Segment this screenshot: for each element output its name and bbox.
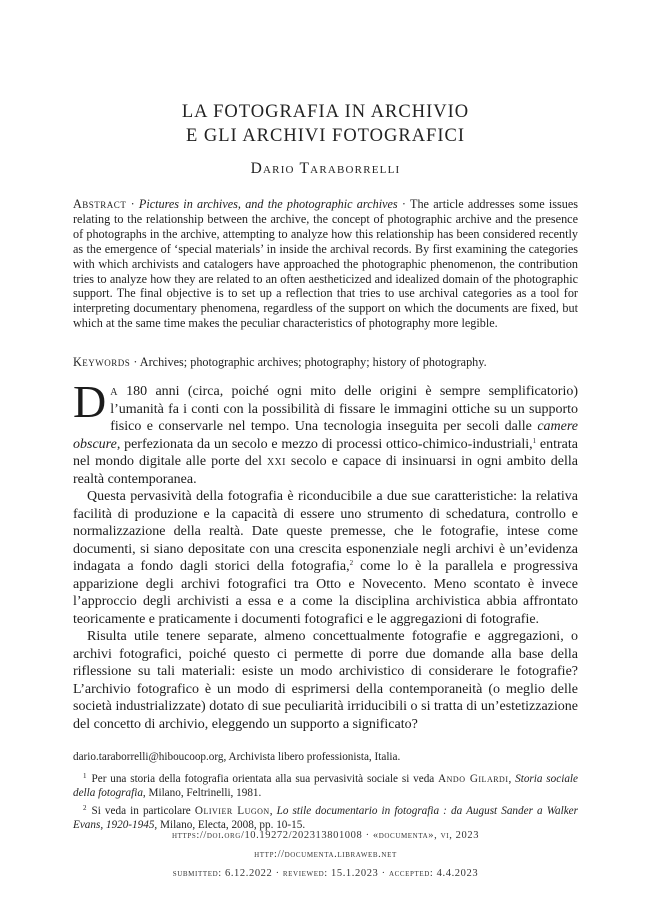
footnote-2-title: Lo stile documentario in fotografia : da August Sander a Walker Evans, 1920-1945 [73, 804, 579, 831]
journal-url[interactable]: http://documenta.libraweb.net [254, 849, 397, 860]
footnote-2-separator: , [269, 804, 277, 817]
century-numeral: xxi [266, 454, 286, 469]
paragraph-1-text-d: secolo e capace di insinuarsi in ogni ambito della realtà contemporanea. [73, 454, 578, 487]
footnote-1-title: Storia sociale della fotografia [73, 773, 578, 800]
footnote-2-number: 2 [83, 803, 87, 812]
doi-line[interactable]: https://doi.org/10.19272/202313801008 · «documenta», vi, 2023 [171, 830, 480, 841]
footnote-2-text-a: Si veda in particolare [91, 804, 195, 817]
paragraph-2 [73, 488, 578, 628]
footnote-1-number: 1 [83, 772, 87, 781]
abstract [73, 197, 578, 331]
footnote-2 [73, 801, 578, 832]
submission-dates: submitted: 6.12.2022 · reviewed: 15.1.2023 · accepted: 4.4.2023 [172, 868, 479, 879]
keywords-separator: · [130, 355, 140, 369]
abstract-title: Pictures in archives, and the photographic archives [138, 197, 398, 211]
footnote-1-text-b: , Milano, Feltrinelli, 1981. [142, 787, 262, 800]
drop-cap: D [73, 376, 107, 427]
abstract-title-separator: · [397, 197, 411, 211]
article-page [73, 0, 578, 922]
footnotes [73, 750, 578, 832]
paragraph-1-text-b: , perfezionata da un secolo e mezzo di processi ottico-chimico-industriali, [116, 436, 533, 452]
author-contact: dario.taraborrelli@hiboucoop.org, Archivista libero professionista, Italia. [73, 751, 401, 763]
footnote-1 [73, 769, 578, 800]
keywords-text: Archives; photographic archives; photography; history of photography. [139, 355, 487, 369]
paragraph-2-text-b: come lo è la parallela e progressiva apparizione degli archivi fotografici tra Otto e Novecento. Meno scontato è invece l’approccio degli archivisti a essa e a come la disciplina archivistica abbia affrontato teoricamente e praticamente i documenti fotografici e le aggregazioni di fotografie. [73, 559, 578, 627]
title-line-2: E GLI ARCHIVI FOTOGRAFICI [185, 126, 466, 146]
keywords [73, 355, 578, 370]
footnote-2-author: Olivier Lugon [194, 804, 270, 817]
paragraph-1-text-a: 180 anni (circa, poiché ogni mito delle origini è sempre semplificatorio) l’umanità fa i conti con la possibilità di fissare le immagini ottiche su un supporto fisico e conservarle nel tempo. Una tecnologia inseguita per secoli dalle [110, 384, 578, 434]
footnote-2-text-b: , Milano, Electa, 2008, pp. 10-15. [154, 818, 306, 831]
footnote-1-author: Ando Gilardi [438, 773, 509, 786]
paragraph-1-text-c: entrata nel mondo digitale alle porte del [73, 436, 578, 469]
footnote-1-separator: , [508, 773, 516, 786]
paragraph-3: Risulta utile tenere separate, almeno concettualmente fotografie e aggregazioni, o archivi fotografici, poiché questo ci permette di porre due domande alla base della riflessione su tali materiali: esiste un modo archivistico di considerare le fotografie? L’archivio fotografico è un modo di esprimersi della contemporaneità (o meglio delle società industrializzate) dotato di sue peculiarità irriducibili o si tratta di un’estetizzazione del concetto di archivio, eleggendo un supporto a significato? [73, 629, 578, 732]
article-body [73, 376, 578, 733]
abstract-separator: · [126, 197, 139, 211]
author-name: Dario Taraborrelli [250, 160, 401, 177]
abstract-text: The article addresses some issues relating to the relationship between the archive, the concept of photographic archive and the presence of photographs in the archive, attempting to analyze how this relationship has been considered recently as the emergence of ‘special materials’ in inside the archival records. By first examining the categories with which archivists and catalogers have approached the photographic phenomenon, the contribution tries to analyze how they are related to an often aestheticized and idealized domain of the photographic support. The final objective is to set up a reflection that tries to use archival categories as a tool for interpreting documentary phenomena, regardless of the support on which the documents are fixed, but which at the same time makes the peculiar characteristics of photography more legible. [73, 197, 578, 331]
paragraph-2-text-a: Questa pervasività della fotografia è riconducibile a due sue caratteristiche: la relativa facilità di produzione e la capacità di essere uno strumento di schedatura, controllo e normalizzazione della realtà. Date queste premesse, che le fotografie, intese come documenti, si siano depositate con una crescita esponenziale negli archivi è un’evidenza indagata a fondo dagli storici della fotografia, [73, 489, 578, 574]
abstract-label: Abstract [73, 197, 127, 211]
footnote-1-text-a: Per una storia della fotografia orientata alla sua pervasività sociale si veda [91, 773, 439, 786]
first-word: a [110, 384, 118, 399]
keywords-label: Keywords [73, 355, 131, 369]
italic-term: camere obscure [73, 419, 578, 452]
title-line-1: LA FOTOGRAFIA IN ARCHIVIO [181, 102, 470, 122]
paragraph-1 [73, 376, 578, 488]
footnote-ref-2[interactable]: 2 [349, 559, 354, 567]
article-title [73, 100, 578, 148]
footnote-ref-1[interactable]: 1 [532, 436, 537, 445]
